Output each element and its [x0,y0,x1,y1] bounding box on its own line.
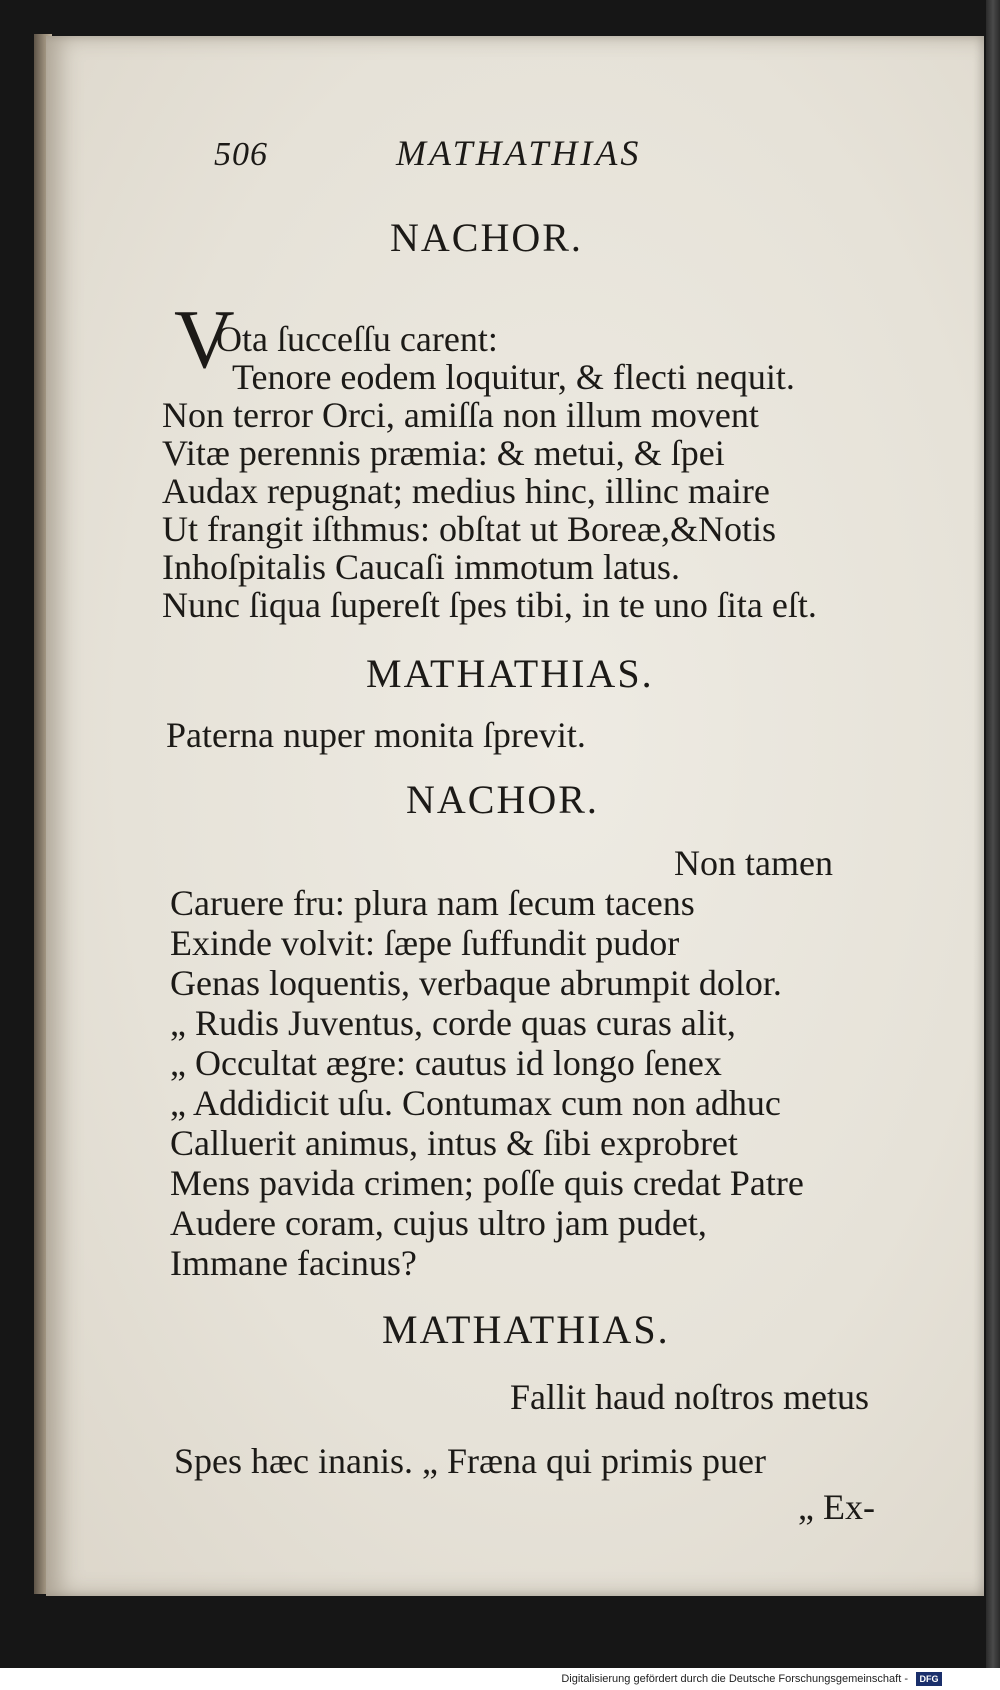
book-page [46,36,984,1596]
verse-line: Fallit haud noſtros metus [510,1377,869,1417]
verse-line: Non tamen [674,843,833,883]
catchword: „ Ex- [798,1487,875,1527]
speaker-heading: MATHATHIAS. [382,1307,670,1352]
verse-line: Audax repugnat; medius hinc, illinc maire [162,471,770,511]
verse-line: Caruere fru: plura nam ſecum tacens [170,883,695,923]
verse-line: „ Rudis Juventus, corde quas curas alit, [170,1003,736,1043]
page-number: 506 [214,136,268,173]
verse-line: Calluerit animus, intus & ſibi exprobret [170,1123,738,1163]
verse-line: Nunc ſiqua ſupereſt ſpes tibi, in te uno ſita eſt. [162,585,817,625]
verse-line: Audere coram, cujus ultro jam pudet, [170,1203,707,1243]
verse-line: Ota ſucceſſu carent: [216,319,498,359]
verse-line: „ Addidicit uſu. Contumax cum non adhuc [170,1083,781,1123]
verse-line: Tenore eodem loquitur, & flecti nequit. [232,357,795,397]
verse-line: Exinde volvit: ſæpe ſuffundit pudor [170,923,680,963]
verse-line: Genas loquentis, verbaque abrumpit dolor. [170,963,782,1003]
running-head: MATHATHIAS [396,133,642,173]
verse-line: Ut frangit iſthmus: obſtat ut Boreæ,&Notis [162,509,776,549]
speaker-heading: NACHOR. [390,215,583,260]
verse-line: Inhoſpitalis Caucaſi immotum latus. [162,547,680,587]
digitization-credit: Digitalisierung gefördert durch die Deutsche Forschungsgemeinschaft - [561,1673,908,1685]
drop-cap: V [174,293,235,386]
speaker-heading: NACHOR. [406,777,599,822]
verse-line: Paterna nuper monita ſprevit. [166,715,586,755]
speaker-heading: MATHATHIAS. [366,651,654,696]
verse-line: Vitæ perennis præmia: & metui, & ſpei [162,433,725,473]
dfg-logo: DFG [916,1672,942,1686]
page-stack-edge [986,0,1000,1668]
verse-line: Immane facinus? [170,1243,417,1283]
verse-line: „ Occultat ægre: cautus id longo ſenex [170,1043,722,1083]
verse-line: Non terror Orci, amiſſa non illum movent [162,395,759,435]
verse-line: Spes hæc inanis. „ Fræna qui primis puer [174,1441,766,1481]
verse-line: Mens pavida crimen; poſſe quis credat Patre [170,1163,804,1203]
